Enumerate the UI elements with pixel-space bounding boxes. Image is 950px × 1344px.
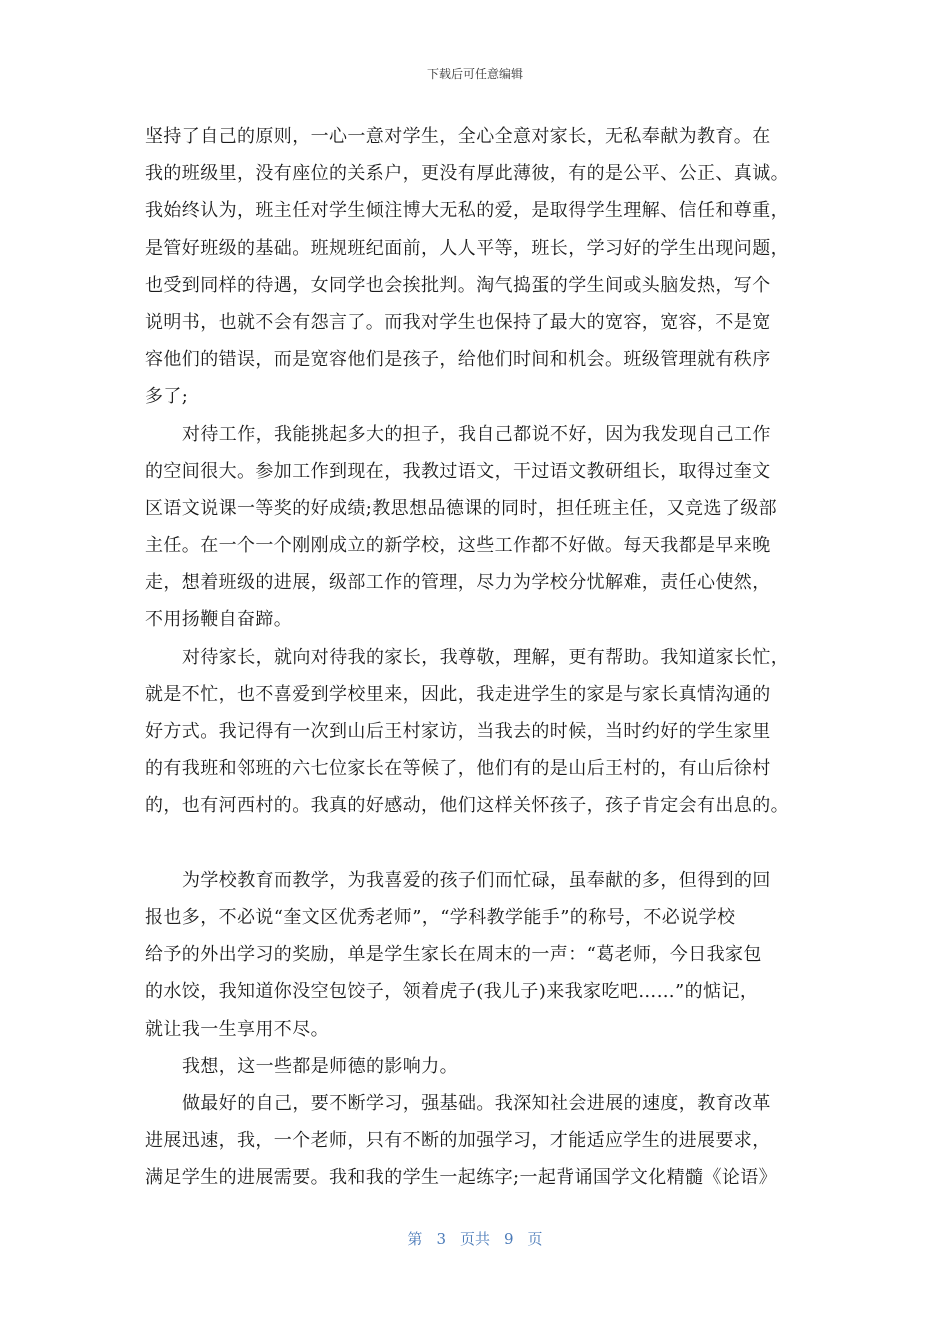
footer-suffix: 页 (527, 1230, 543, 1248)
text-line: 我始终认为，班主任对学生倾注博大无私的爱，是取得学生理解、信任和尊重， (145, 200, 789, 222)
text-line: 好方式。我记得有一次到山后王村家访，当我去的时候，当时约好的学生家里 (145, 721, 771, 742)
paragraph (145, 1048, 807, 1085)
text-line: 坚持了自己的原则，一心一意对学生，全心全意对家长，无私奉献为教育。在 (145, 126, 771, 147)
paragraph (145, 416, 807, 639)
footer-prefix: 第 (407, 1230, 423, 1248)
footer-total-pages: 9 (504, 1230, 514, 1248)
text-line: 的水饺，我知道你没空包饺子，领着虎子(我儿子)来我家吃吧……”的惦记， (145, 981, 759, 1003)
text-line: 走，想着班级的进展，级部工作的管理，尽力为学校分忧解难，责任心使然， (145, 572, 771, 594)
text-line: 是管好班级的基础。班规班纪面前，人人平等，班长，学习好的学生出现问题， (145, 237, 789, 259)
text-line: 的，也有河西村的。我真的好感动，他们这样关怀孩子，孩子肯定会有出息的。 (145, 795, 789, 817)
text-line: 就让我一生享用不尽。 (145, 1018, 329, 1040)
text-line: 对待工作，我能挑起多大的担子，我自己都说不好，因为我发现自己工作 (182, 423, 771, 445)
text-line: 我的班级里，没有座位的关系户，更没有厚此薄彼，有的是公平、公正、真诚。 (145, 163, 789, 185)
text-line: 给予的外出学习的奖励，单是学生家长在周末的一声：“葛老师，今日我家包 (145, 944, 762, 966)
page-footer (0, 1229, 950, 1249)
footer-middle: 页共 (459, 1230, 490, 1248)
paragraph (145, 118, 807, 416)
text-line: 的空间很大。参加工作到现在，我教过语文，干过语文教研组长，取得过奎文 (145, 460, 771, 482)
paragraph (145, 639, 807, 825)
text-line: 我想，这一些都是师德的影响力。 (182, 1055, 458, 1077)
text-line: 对待家长，就向对待我的家长，我尊敬，理解，更有帮助。我知道家长忙， (182, 646, 790, 668)
text-line: 进展迅速，我，一个老师，只有不断的加强学习，才能适应学生的进展要求， (145, 1130, 771, 1152)
footer-current-page: 3 (436, 1230, 446, 1248)
text-line: 主任。在一个一个刚刚成立的新学校，这些工作都不好做。每天我都是早来晚 (145, 535, 771, 557)
text-line: 就是不忙，也不喜爱到学校里来，因此，我走进学生的家是与家长真情沟通的 (145, 683, 771, 705)
text-line: 做最好的自己，要不断学习，强基础。我深知社会进展的速度，教育改革 (182, 1092, 771, 1114)
text-line: 的有我班和邻班的六七位家长在等候了，他们有的是山后王村的，有山后徐村 (145, 758, 771, 780)
text-line: 区语文说课一等奖的好成绩;教思想品德课的同时，担任班主任，又竞选了级部 (145, 497, 778, 519)
text-line: 多了; (145, 386, 189, 408)
text-line: 也受到同样的待遇，女同学也会挨批判。淘气捣蛋的学生间或头脑发热，写个 (145, 274, 771, 296)
text-line: 不用扬鞭自奋蹄。 (145, 609, 293, 631)
text-line: 报也多，不必说“奎文区优秀老师”，“学科教学能手”的称号，不必说学校 (145, 906, 736, 928)
text-line: 容他们的错误，而是宽容他们是孩子，给他们时间和机会。班级管理就有秩序 (145, 349, 771, 371)
text-line: 为学校教育而教学，为我喜爱的孩子们而忙碌，虽奉献的多，但得到的回 (182, 869, 771, 891)
paragraph (145, 862, 807, 1048)
paragraph (145, 1085, 807, 1197)
blank-line (145, 825, 807, 862)
document-body (145, 118, 807, 1196)
text-line: 说明书，也就不会有怨言了。而我对学生也保持了最大的宽容，宽容，不是宽 (145, 311, 771, 333)
page-header: 下载后可任意编辑 (426, 67, 523, 81)
text-line: 满足学生的进展需要。我和我的学生一起练字;一起背诵国学文化精髓《论语》 (145, 1167, 778, 1189)
